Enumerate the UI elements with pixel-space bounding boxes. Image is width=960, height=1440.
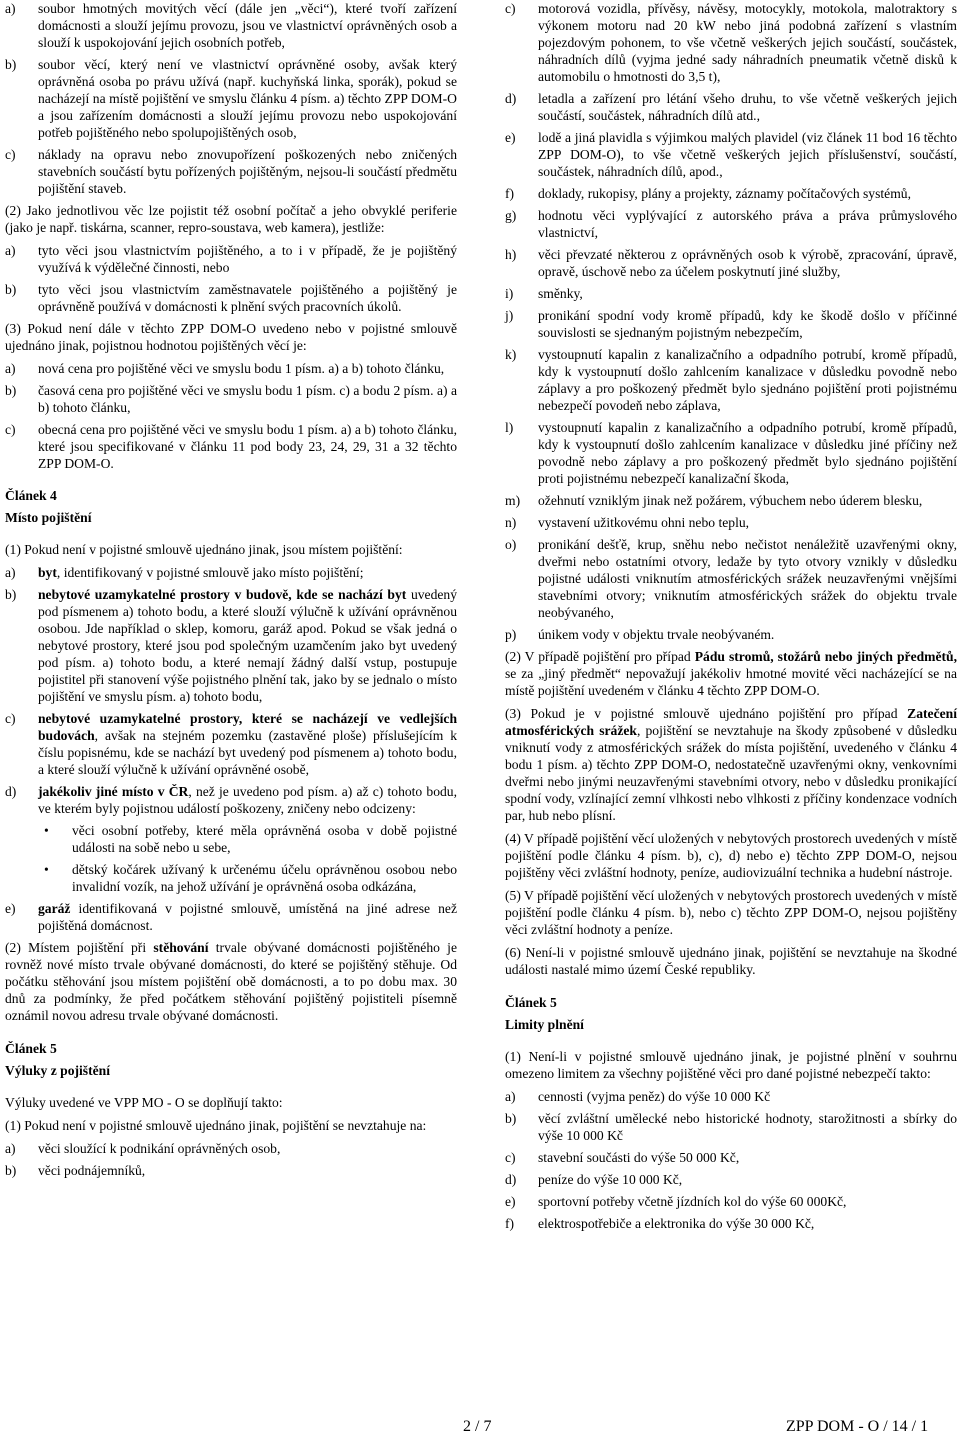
- page-number: 2 / 7: [463, 1418, 492, 1435]
- list-item: [505, 536, 957, 621]
- paragraph: [505, 648, 957, 699]
- paragraph: (3) Pokud není dále v těchto ZPP DOM-O uvedeno nebo v pojistné smlouvě ujednáno jinak, pojistnou hodnotou pojištěných věcí je:: [5, 321, 457, 353]
- item-text-rest: , identifikovaný v pojistné smlouvě jako místo pojištění;: [56, 565, 364, 580]
- item-label: c): [5, 147, 16, 162]
- item-label: p): [505, 627, 517, 642]
- item-label: e): [5, 901, 16, 916]
- item-text: věci převzaté některou z oprávněných osob k výrobě, zpracování, úpravě, opravě, úschově nebo za účelem poskytnutí jiné služby,: [538, 247, 957, 279]
- list-item: [505, 492, 957, 509]
- right-column: [505, 0, 957, 1237]
- item-text: vystoupnutí kapalin z kanalizačního a odpadního potrubí, kromě případů, kdy k vystoupnutí došlo zahlcením kanalizace v důsledku jiné příčiny než povodně nebo záplavy a pro poškozený předmět bylo sjednáno pojištění proti pojistnému nebezpečí kanalizační škoda,: [538, 420, 957, 486]
- item-text: sportovní potřeby včetně jízdních kol do výše 60 000Kč,: [538, 1194, 847, 1209]
- item-label: b): [5, 383, 17, 398]
- item-label: c): [5, 711, 16, 726]
- item-label: a): [505, 1089, 516, 1104]
- item-label: k): [505, 347, 517, 362]
- list-item: [505, 419, 957, 487]
- list-item: [5, 382, 457, 416]
- paragraph: (1) Pokud není v pojistné smlouvě ujednáno jinak, pojištění se nevztahuje na:: [5, 1118, 427, 1133]
- list-item: [5, 146, 457, 197]
- item-text: směnky,: [538, 286, 583, 301]
- list-item: [505, 185, 957, 202]
- list-item: [5, 564, 457, 581]
- bold-term: stěhování: [153, 940, 209, 955]
- list-item: [505, 514, 957, 531]
- paragraph-start: (3) Pokud je v pojistné smlouvě ujednáno pojištění pro případ: [505, 706, 908, 721]
- list-item: [505, 129, 957, 180]
- item-text-rest: identifikovaná v pojistné smlouvě, umístěná na jiné adrese než pojištěná domácnost.: [38, 901, 457, 933]
- item-text-rest: , než je uvedeno pod písm. a) až c) tohoto bodu, ve kterém byly pojistnou událostí poškozeny, zničeny nebo odcizeny:: [38, 784, 457, 816]
- item-text: elektrospotřebiče a elektronika do výše 30 000 Kč,: [538, 1216, 815, 1231]
- item-text: hodnotu věci vyplývající z autorského práva a práva průmyslového vlastnictví,: [538, 208, 957, 240]
- item-text: nová cena pro pojištěné věci ve smyslu bodu 1 písm. a) a b) tohoto článku,: [38, 361, 445, 376]
- bullet-item: [38, 822, 457, 856]
- bold-term: Zatečení atmosférických srážek: [505, 706, 957, 738]
- item-label: o): [505, 537, 517, 552]
- list-item: [505, 307, 957, 341]
- item-text: tyto věci jsou vlastnictvím pojištěného, a to i v případě, že je pojištěný využívá k výdělečné činnosti, nebo: [38, 243, 457, 275]
- item-text: věci sloužící k podnikání oprávněných osob,: [38, 1141, 281, 1156]
- article-subtitle: Limity plnění: [505, 1017, 584, 1032]
- list-item: [505, 1215, 957, 1232]
- list-item: [505, 1149, 957, 1166]
- list-item: [505, 90, 957, 124]
- item-text: [38, 586, 457, 705]
- paragraph: [505, 705, 957, 824]
- item-label: f): [505, 1216, 515, 1231]
- paragraph-rest: trvale obývané domácnosti pojištěného je rovněž nové místo trvale obývané domácnosti, do které se pojištěný stěhuje. Od počátku stěhování jsou místem pojištění obě domácnosti, a to po dobu max. 30 dnů za podmínky, že před počátkem stěhování pojištěný pojistiteli písemně oznámil novou adresu trvale obývané domácnosti.: [5, 940, 457, 1023]
- bold-term: jakékoliv jiné místo v ČR: [38, 784, 189, 799]
- item-label: e): [505, 130, 516, 145]
- item-text: věci podnájemníků,: [38, 1163, 146, 1178]
- list-item: [5, 783, 457, 817]
- list-item: [5, 0, 457, 51]
- paragraph-rest: , pojištění se nevztahuje na škody způsobené v důsledku vniknutí vody z atmosférických srážek do místa pojištění, uvedeného v článku 4 bodu 1 písm. a) těchto ZPP DOM-O, nedostatečně uzavřenými okny, venkovními dveřmi nebo jinými neuzavřenými stavebními otvory, nebo v důsledku pronikající spodní vody, vzlínající zemní vlhkosti nebo vlhkosti z příčiny kondenzace vodních par, hub nebo plísní.: [505, 723, 957, 823]
- list-item: [5, 281, 457, 315]
- item-label: n): [505, 515, 517, 530]
- item-text: lodě a jiná plavidla s výjimkou malých plavidel (viz článek 11 bod 16 těchto ZPP DOM-O), to vše včetně veškerých jejich příslušenství, součástí, součástek, náhradních dílů, apod.,: [538, 130, 957, 179]
- list-item: [5, 1162, 457, 1179]
- item-label: e): [505, 1194, 516, 1209]
- item-label: f): [505, 186, 515, 201]
- item-label: b): [505, 1111, 517, 1126]
- item-text: vystoupnutí kapalin z kanalizačního a odpadního potrubí, kromě případů, kdy k vystoupnutí došlo zahlcením kanalizace v důsledku povodně nebo záplavy a pro poškozený předmět bylo sjednáno pojištění proti pojistnému nebezpečí povodeň nebo záplava,: [538, 347, 957, 413]
- item-text: věcí zvláštní umělecké nebo historické hodnoty, starožitnosti a sbírky do výše 10 000 Kč: [538, 1111, 957, 1143]
- item-label: b): [5, 282, 17, 297]
- item-label: h): [505, 247, 517, 262]
- list-item: [505, 346, 957, 414]
- item-text: motorová vozidla, přívěsy, návěsy, motocykly, motokola, malotraktory s výkonem motoru nad 20 kW nebo jiná podobná zařízení s vlastním pojezdovým pohonem, to vše včetně veškerých jejich součástí, součástek, náhradních dílů (vyjma jedné sady náhradních pneumatik včetně disků k automobilu o hmotnosti do 3,5 t),: [538, 1, 957, 84]
- item-text-rest: , avšak na stejném pozemku (zastavěné ploše) příslušejícím k číslu popisnému, kde se nachází byt uvedený pod písmenem a) tohoto bodu, a které slouží výlučně k užívání oprávněné osobě,: [38, 728, 457, 777]
- list-item: [505, 1171, 957, 1188]
- list-item: [505, 1110, 957, 1144]
- list-item: [5, 900, 457, 934]
- list-item: [5, 586, 457, 705]
- paragraph: (1) Pokud není v pojistné smlouvě ujednáno jinak, jsou místem pojištění:: [5, 542, 403, 557]
- item-label: c): [505, 1150, 516, 1165]
- list-item: [5, 242, 457, 276]
- item-label: c): [5, 422, 16, 437]
- item-text-rest: uvedený pod písmenem a) tohoto bodu, a které slouží výlučně k užívání oprávněnou osobou. Jde například o sklep, komoru, garáž apod. Pokud se však jedná o nebytové prostory, které jsou pod společným uzamčením jako byt uvedený pod písm. a) tohoto bodu, a které nemají žádný další vstup, postupuje pojistitel při stanovení výše pojistného plnění tak, jako by se jednalo o místo pojištění ve smyslu písm. a) tohoto bodu,: [38, 587, 458, 704]
- item-text: pronikání spodní vody kromě případů, kdy ke škodě došlo v příčinné souvislosti se sjednaným pojistným nebezpečím,: [538, 308, 957, 340]
- item-text: peníze do výše 10 000 Kč,: [538, 1172, 683, 1187]
- bold-term: byt: [38, 565, 57, 580]
- item-text: cennosti (vyjma peněz) do výše 10 000 Kč: [538, 1089, 771, 1104]
- item-text: pronikání dešťě, krup, sněhu nebo nečistot nenáležitě uzavřenými okny, dveřmi nebo ostatními otvory, ledaže by tyto otvory vznikly v důsledku pojistné události vniknutím atmosférických srážek neuzavřenými vnějšími stavebními otvory; vniknutím atmosférických srážek do objektu trvale neobývaného,: [538, 537, 957, 620]
- paragraph-start: (2) Místem pojištění při: [5, 940, 154, 955]
- item-label: d): [505, 91, 517, 106]
- list-item: [505, 207, 957, 241]
- article-title: Článek 4: [5, 488, 57, 503]
- paragraph: (1) Není-li v pojistné smlouvě ujednáno jinak, je pojistné plnění v souhrnu omezeno limitem za všechny pojištěné věci pro dané pojistné nebezpečí takto:: [505, 1049, 957, 1081]
- bullet-text: dětský kočárek užívaný k určenému účelu oprávněnou osobou nebo invalidní vozík, na jehož užívání je oprávněná osoba odkázána,: [72, 862, 457, 894]
- item-text: časová cena pro pojištěné věci ve smyslu bodu 1 písm. c) a bodu 2 písm. a) a b) tohoto článku,: [38, 383, 457, 415]
- paragraph-rest: se za „jiný předmět“ nepovažují jakékoliv hmotné movité věci nacházející se na místě pojištění uvedeném v článku 4 těchto ZPP DOM-O.: [505, 666, 957, 698]
- bold-term: nebytové uzamykatelné prostory v budově, kde se nachází byt: [38, 587, 407, 602]
- item-text: doklady, rukopisy, plány a projekty, záznamy počítačových systémů,: [538, 186, 911, 201]
- item-label: a): [5, 565, 16, 580]
- item-text: soubor hmotných movitých věcí (dále jen „věci“), které tvoří zařízení domácnosti a slouží jejímu provozu, jsou ve vlastnictví oprávněných osob a slouží k uspokojování jejich osobních potřeb,: [38, 1, 457, 50]
- item-text: letadla a zařízení pro létání všeho druhu, to vše včetně veškerých jejich součástí, součástek, náhradních dílů atd.,: [538, 91, 957, 123]
- bullet-text: věci osobní potřeby, které měla oprávněná osoba v době pojistné události na sobě nebo u sebe,: [72, 823, 457, 855]
- item-text: náklady na opravu nebo znovupořízení poškozených nebo zničených stavebních součástí bytu pořízených pojištěným, nejsou-li součástí předmětu pojištění staveb.: [38, 147, 457, 196]
- paragraph: [5, 939, 457, 1024]
- list-item: [5, 56, 457, 141]
- item-label: a): [5, 243, 16, 258]
- item-text: obecná cena pro pojištěné věci ve smyslu bodu 1 písm. a) a b) tohoto článku, které jsou specifikované v článku 11 pod body 23, 24, 29, 31 a 32 těchto ZPP DOM-O.: [38, 422, 457, 471]
- item-label: d): [505, 1172, 517, 1187]
- item-label: i): [505, 286, 514, 301]
- bold-term: Pádu stromů, stožárů nebo jiných předmětů,: [694, 649, 958, 664]
- item-label: a): [5, 1141, 16, 1156]
- bold-term: garáž: [38, 901, 71, 916]
- bold-term: nebytové uzamykatelné prostory, které se nacházejí ve vedlejších budovách: [38, 711, 457, 743]
- item-text: ožehnutí vzniklým jinak než požárem, výbuchem nebo úderem blesku,: [538, 493, 923, 508]
- paragraph: (2) Jako jednotlivou věc lze pojistit též osobní počítač a jeho obvyklé periferie (jako je např. tiskárna, scanner, repro-soustava, web kamera), jestliže:: [5, 203, 457, 235]
- item-label: b): [5, 1163, 17, 1178]
- list-item: [5, 421, 457, 472]
- item-text: [38, 564, 457, 581]
- item-text: [38, 783, 457, 817]
- document-code: ZPP DOM - O / 14 / 1: [786, 1418, 929, 1435]
- item-text: [38, 710, 457, 778]
- paragraph: (6) Není-li v pojistné smlouvě ujednáno jinak, pojištění se nevztahuje na škodné události nastalé mimo území České republiky.: [505, 945, 957, 977]
- bullet-item: [38, 861, 457, 895]
- list-item: [505, 626, 957, 643]
- item-text: únikem vody v objektu trvale neobývaném.: [538, 627, 775, 642]
- item-text: vystavení užitkovému ohni nebo teplu,: [538, 515, 750, 530]
- list-item: [505, 246, 957, 280]
- list-item: [505, 285, 957, 302]
- item-label: m): [505, 493, 521, 508]
- list-item: [505, 1088, 957, 1105]
- left-column: [5, 0, 457, 1184]
- item-label: d): [5, 784, 17, 799]
- item-label: a): [5, 361, 16, 376]
- list-item: [5, 360, 457, 377]
- list-item: [5, 710, 457, 778]
- item-label: g): [505, 208, 517, 223]
- item-text: [38, 900, 457, 934]
- item-label: b): [5, 57, 17, 72]
- item-label: l): [505, 420, 514, 435]
- paragraph: Výluky uvedené ve VPP MO - O se doplňují takto:: [5, 1095, 283, 1110]
- article-title: Článek 5: [505, 995, 557, 1010]
- item-label: b): [5, 587, 17, 602]
- paragraph: (4) V případě pojištění věcí uložených v nebytových prostorech uvedených v místě pojištění podle článku 4 písm. b), c), d) nebo e) těchto ZPP DOM-O, nejsou pojištěny věci zvláštní hodnoty, peníze, audiovizuální technika a hudební nástroje.: [505, 831, 957, 880]
- article-title: Článek 5: [5, 1041, 57, 1056]
- article-subtitle: Místo pojištění: [5, 510, 92, 525]
- item-label: c): [505, 1, 516, 16]
- list-item: [505, 1193, 957, 1210]
- article-subtitle: Výluky z pojištění: [5, 1063, 110, 1078]
- bullet-icon: •: [44, 823, 49, 838]
- paragraph: (5) V případě pojištění věcí uložených v nebytových prostorech uvedených v místě pojištění podle článku 4 písm. b), nebo c) těchto ZPP DOM-O, nejsou pojištěny věci zvláštní hodnoty a peníze.: [505, 888, 957, 937]
- item-text: tyto věci jsou vlastnictvím zaměstnavatele pojištěného a pojištěný je oprávněně používá v domácnosti k plnění svých pracovních úkolů.: [38, 282, 457, 314]
- bullet-icon: •: [44, 862, 49, 877]
- list-item: [5, 1140, 457, 1157]
- paragraph-start: (2) V případě pojištění pro případ: [505, 649, 695, 664]
- item-label: j): [505, 308, 514, 323]
- item-text: soubor věcí, který není ve vlastnictví oprávněné osoby, avšak který oprávněná osoba po právu užívá (např. kuchyňská linka, sporák), pokud se nacházejí na místě pojištění ve smyslu článku 4 písm. a) těchto ZPP DOM-O a jsou zařízením domácnosti a slouží jejímu provozu nebo uspokojování potřeb pojištěného nebo spolupojištěných osob,: [38, 57, 457, 140]
- list-item: [505, 0, 957, 85]
- item-text: stavební součásti do výše 50 000 Kč,: [538, 1150, 740, 1165]
- item-label: a): [5, 1, 16, 16]
